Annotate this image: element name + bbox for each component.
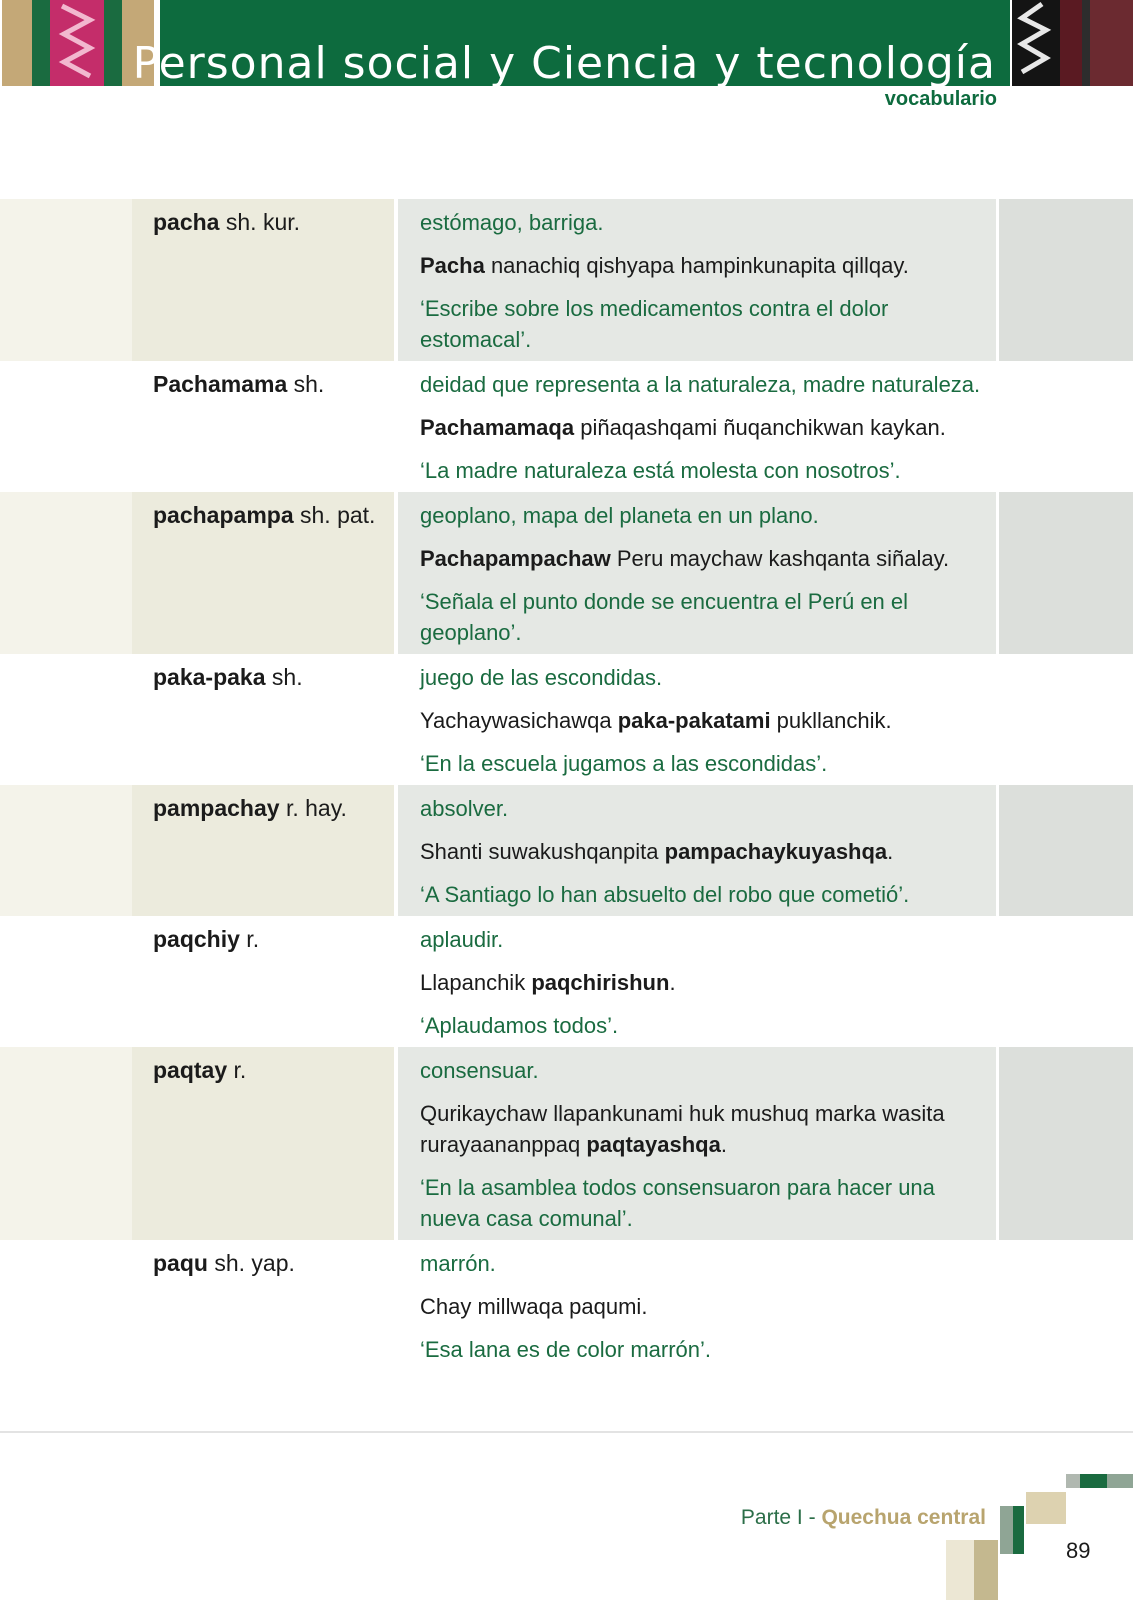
gloss-text: aplaudir. xyxy=(420,927,504,952)
term-cell xyxy=(132,199,394,361)
example-text: Yachaywasichawqa xyxy=(420,708,618,733)
grammar-abbreviation: sh. kur. xyxy=(219,209,301,235)
row-margin-cell xyxy=(0,654,132,785)
headword: pampachay xyxy=(153,795,280,821)
grammar-abbreviation: sh. xyxy=(265,664,303,690)
header-stripe-tan xyxy=(2,0,32,86)
grammar-abbreviation: r. xyxy=(227,1057,247,1083)
headword: paqchiy xyxy=(153,926,240,952)
term-cell xyxy=(132,1047,394,1240)
vocabulary-table xyxy=(0,199,1133,1371)
page-title: Personal social y Ciencia y tecnología xyxy=(132,38,996,89)
row-end-cell xyxy=(999,916,1133,1047)
row-margin-cell xyxy=(0,1047,132,1240)
grammar-abbreviation: r. xyxy=(239,926,260,952)
translation-text: ‘Escribe sobre los medicamentos contra el dolor estomacal’. xyxy=(420,296,889,352)
translation-text: ‘Aplaudamos todos’. xyxy=(420,1013,619,1038)
row-end-cell xyxy=(999,1047,1133,1240)
vocab-entry-row xyxy=(0,361,1133,492)
example-text: piñaqashqami ñuqanchikwan kaykan. xyxy=(574,415,946,440)
vocab-entry-row xyxy=(0,492,1133,654)
definition-cell xyxy=(398,199,996,361)
example-sentence xyxy=(420,836,982,867)
footer-deco-block xyxy=(946,1540,974,1600)
gloss-text: deidad que representa a la naturaleza, madre naturaleza. xyxy=(420,372,981,397)
gloss-text: consensuar. xyxy=(420,1058,539,1083)
vocab-entry-row xyxy=(0,785,1133,916)
row-margin-cell xyxy=(0,785,132,916)
headword: Pachamama xyxy=(153,371,288,397)
example-sentence xyxy=(420,1098,982,1160)
header-stripe-green xyxy=(104,0,122,86)
example-sentence xyxy=(420,705,982,736)
example-keyword: paka-pakatami xyxy=(617,708,771,733)
example-sentence xyxy=(420,250,982,281)
grammar-abbreviation: sh. pat. xyxy=(293,502,376,528)
footer-language: Quechua central xyxy=(821,1506,986,1529)
row-margin-cell xyxy=(0,916,132,1047)
footer-deco-block xyxy=(1013,1506,1024,1554)
translation-text: ‘A Santiago lo han absuelto del robo que cometió’. xyxy=(420,882,910,907)
row-end-cell xyxy=(999,785,1133,916)
example-keyword: Pachapampachaw xyxy=(420,546,611,571)
header-stripe-red xyxy=(1090,0,1133,86)
vocab-entry-row xyxy=(0,1240,1133,1371)
term-cell xyxy=(132,654,394,785)
headword: pacha xyxy=(153,209,220,235)
example-text: Llapanchik xyxy=(420,970,532,995)
example-sentence xyxy=(420,967,982,998)
example-text: . xyxy=(669,970,676,995)
example-sentence xyxy=(420,1291,982,1322)
header-pattern-black xyxy=(1012,0,1060,86)
grammar-abbreviation: sh. yap. xyxy=(207,1250,295,1276)
footer-deco-block xyxy=(1107,1474,1133,1488)
headword: paqtay xyxy=(153,1057,228,1083)
definition-cell xyxy=(398,654,996,785)
definition-cell xyxy=(398,785,996,916)
vocab-entry-row xyxy=(0,916,1133,1047)
gloss-text: juego de las escondidas. xyxy=(420,665,663,690)
definition-cell xyxy=(398,916,996,1047)
term-cell xyxy=(132,785,394,916)
example-sentence xyxy=(420,412,982,443)
header-pattern-pink xyxy=(50,0,104,86)
term-cell xyxy=(132,492,394,654)
row-end-cell xyxy=(999,361,1133,492)
definition-cell xyxy=(398,492,996,654)
translation-text: ‘En la escuela jugamos a las escondidas’. xyxy=(420,751,828,776)
footer-part-label xyxy=(741,1506,986,1530)
row-end-cell xyxy=(999,199,1133,361)
grammar-abbreviation: r. hay. xyxy=(279,795,347,821)
example-keyword: paqtayashqa xyxy=(586,1132,721,1157)
row-end-cell xyxy=(999,492,1133,654)
vocab-entry-row xyxy=(0,654,1133,785)
gloss-text: absolver. xyxy=(420,796,509,821)
translation-text: ‘Esa lana es de color marrón’. xyxy=(420,1337,712,1362)
page-number: 89 xyxy=(1066,1538,1091,1563)
term-cell xyxy=(132,1240,394,1371)
example-keyword: paqchirishun xyxy=(531,970,670,995)
row-margin-cell xyxy=(0,361,132,492)
row-end-cell xyxy=(999,654,1133,785)
header-stripe-dark xyxy=(1082,0,1090,86)
translation-text: ‘Señala el punto donde se encuentra el Perú en el geoplano’. xyxy=(420,589,909,645)
example-text: . xyxy=(887,839,894,864)
term-cell xyxy=(132,916,394,1047)
header-stripe-red xyxy=(1060,0,1082,86)
gloss-text: marrón. xyxy=(420,1251,496,1276)
gloss-text: geoplano, mapa del planeta en un plano. xyxy=(420,503,819,528)
row-end-cell xyxy=(999,1240,1133,1371)
example-text: . xyxy=(720,1132,727,1157)
definition-cell xyxy=(398,361,996,492)
example-text: Qurikaychaw llapankunami huk mushuq marka wasita rurayaananppaq xyxy=(420,1101,951,1157)
example-keyword: pampachaykuyashqa xyxy=(664,839,888,864)
footer-part: Parte I - xyxy=(740,1506,822,1529)
row-margin-cell xyxy=(0,492,132,654)
headword: paqu xyxy=(153,1250,208,1276)
row-margin-cell xyxy=(0,1240,132,1371)
term-cell xyxy=(132,361,394,492)
header-stripe-green xyxy=(32,0,50,86)
example-keyword: Pachamamaqa xyxy=(420,415,575,440)
example-keyword: Pacha xyxy=(420,253,485,278)
headword: paka-paka xyxy=(153,664,266,690)
gloss-text: estómago, barriga. xyxy=(420,210,604,235)
example-text: nanachiq qishyapa hampinkunapita qillqay. xyxy=(484,253,909,278)
footer-deco-block xyxy=(1080,1474,1107,1488)
translation-text: ‘En la asamblea todos consensuaron para hacer una nueva casa comunal’. xyxy=(420,1175,935,1231)
table-bottom-divider xyxy=(0,1431,1133,1433)
example-sentence xyxy=(420,543,982,574)
headword: pachapampa xyxy=(153,502,294,528)
example-text: pukllanchik. xyxy=(770,708,892,733)
definition-cell xyxy=(398,1240,996,1371)
vocab-entry-row xyxy=(0,199,1133,361)
footer-deco-block xyxy=(974,1540,998,1600)
footer-deco-block xyxy=(1026,1492,1066,1524)
row-margin-cell xyxy=(0,199,132,361)
translation-text: ‘La madre naturaleza está molesta con nosotros’. xyxy=(420,458,901,483)
example-text: Peru maychaw kashqanta siñalay. xyxy=(610,546,950,571)
vocab-entry-row xyxy=(0,1047,1133,1240)
example-text: Shanti suwakushqanpita xyxy=(420,839,665,864)
section-subtitle: vocabulario xyxy=(884,88,997,110)
definition-cell xyxy=(398,1047,996,1240)
grammar-abbreviation: sh. xyxy=(287,371,325,397)
example-text: Chay millwaqa paqumi. xyxy=(420,1294,648,1319)
